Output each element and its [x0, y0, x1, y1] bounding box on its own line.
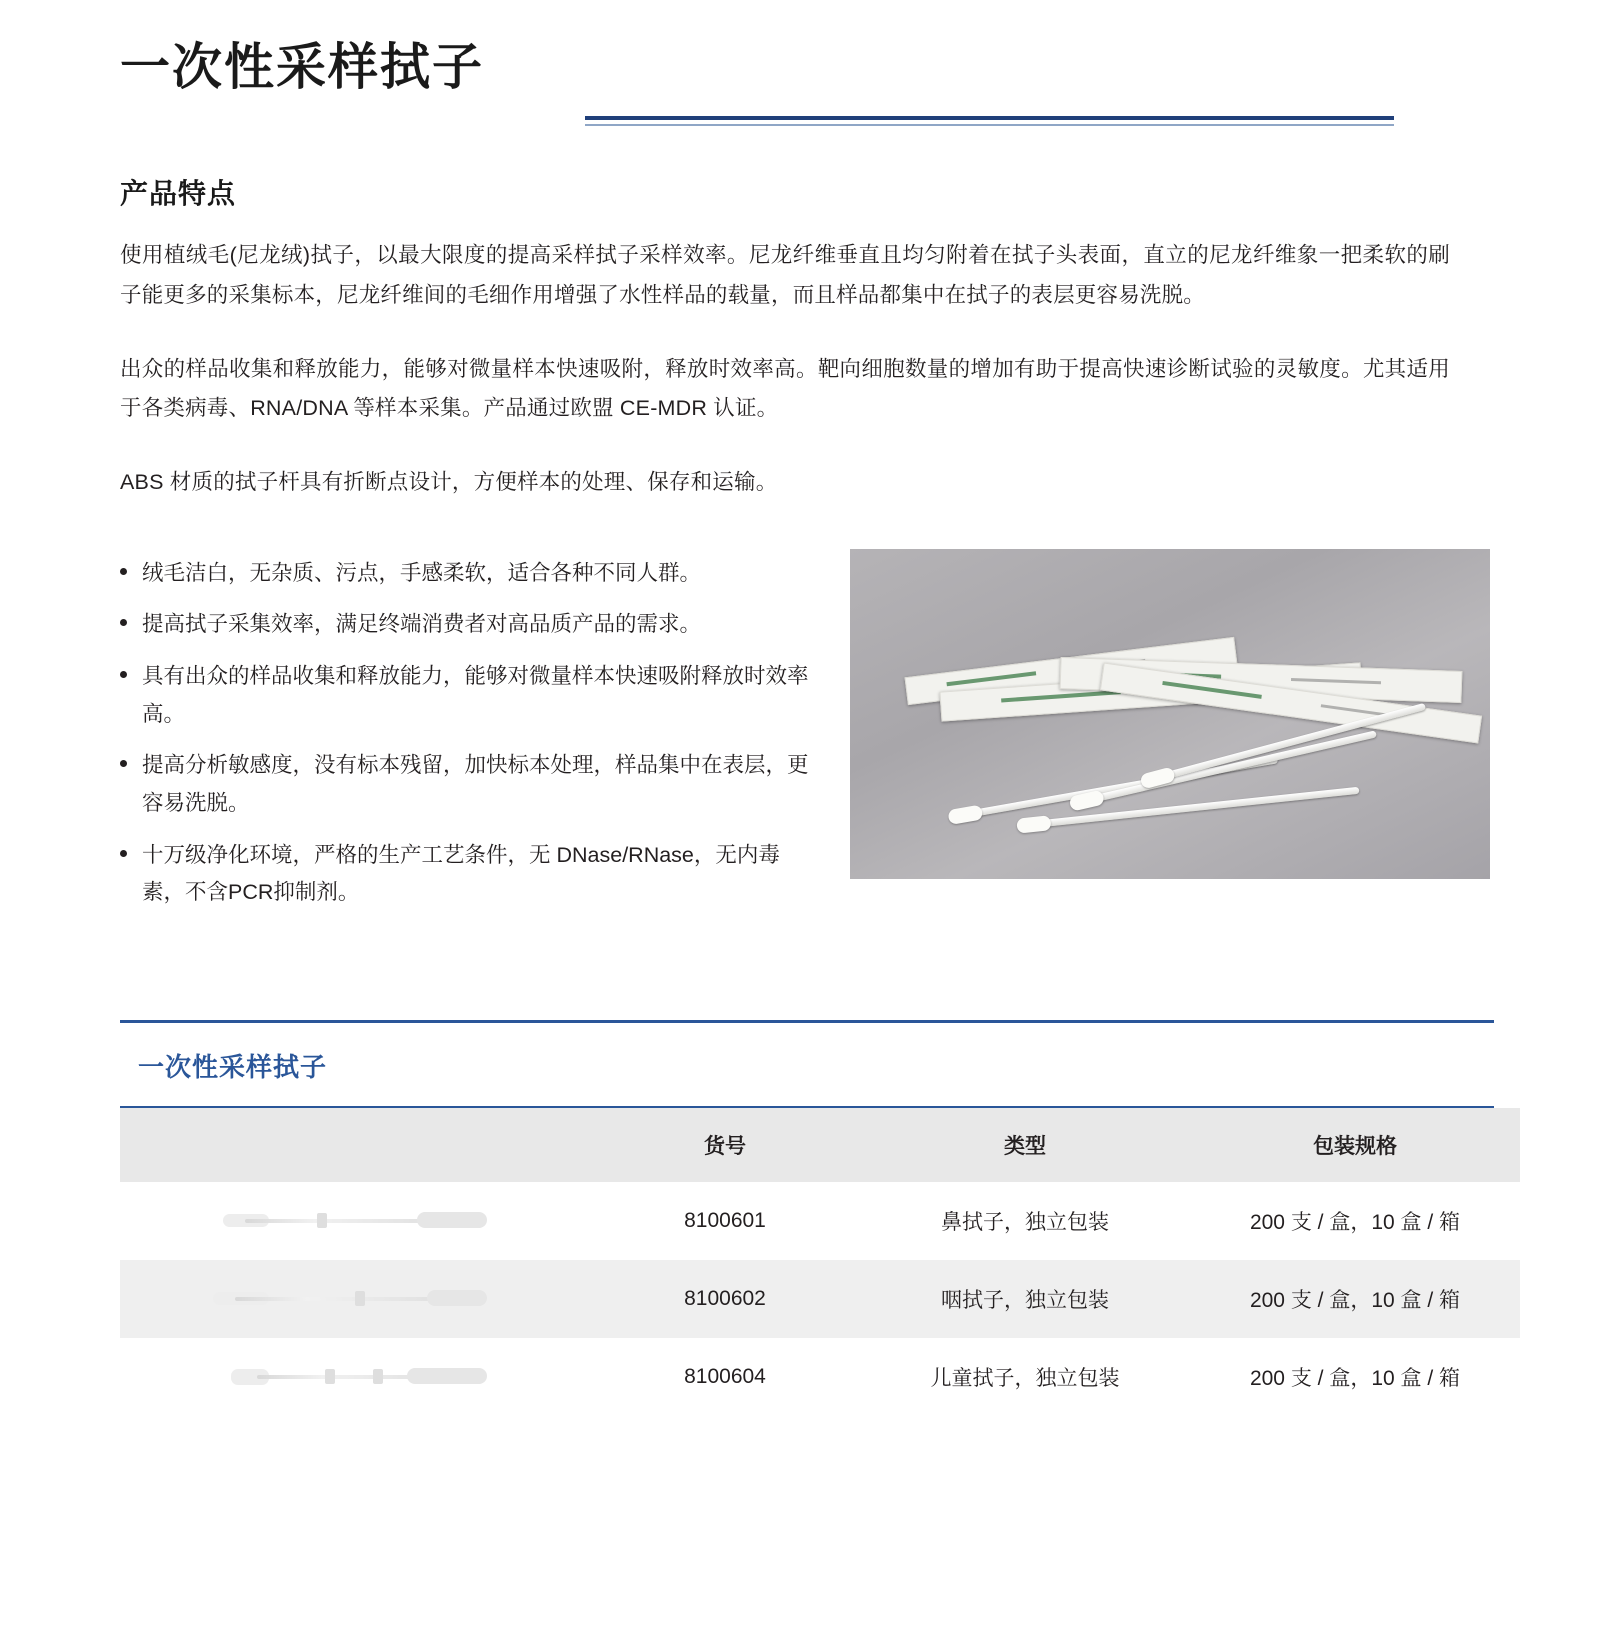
row-packing: 200 支 / 盒，10 盒 / 箱 — [1190, 1338, 1520, 1416]
row-code: 8100601 — [590, 1182, 860, 1260]
column-header-code: 货号 — [590, 1108, 860, 1182]
bullet-dot-icon — [120, 568, 127, 575]
list-item — [120, 606, 810, 644]
features-paragraph-3: ABS 材质的拭子杆具有折断点设计，方便样本的处理、保存和运输。 — [120, 470, 778, 495]
list-item-text: 具有出众的样品收集和释放能力，能够对微量样本快速吸附释放时效率高。 — [142, 664, 809, 726]
swab-illustration — [205, 1360, 505, 1394]
bullet-dot-icon — [120, 850, 127, 857]
features-paragraph-1: 使用植绒毛(尼龙绒)拭子，以最大限度的提高采样拭子采样效率。尼龙纤维垂直且均匀附着在拭子头表面，直立的尼龙纤维象一把柔软的刷子能更多的采集标本，尼龙纤维间的毛细作用增强了水性样品的载量，而且样品都集中在拭子的表层更容易洗脱。 — [120, 243, 1450, 307]
list-item — [120, 837, 810, 912]
row-code: 8100604 — [590, 1338, 860, 1416]
list-item — [120, 555, 810, 593]
features-bullet-list — [120, 549, 810, 926]
row-type: 咽拭子，独立包装 — [860, 1260, 1190, 1338]
table-row — [120, 1182, 1520, 1260]
row-type: 儿童拭子，独立包装 — [860, 1338, 1190, 1416]
bullet-dot-icon — [120, 760, 127, 767]
spec-table — [120, 1108, 1520, 1416]
column-header-image — [120, 1108, 590, 1182]
row-image-cell — [120, 1338, 590, 1416]
list-item-text: 提高分析敏感度，没有标本残留，加快标本处理，样品集中在表层，更容易洗脱。 — [142, 753, 809, 815]
row-packing: 200 支 / 盒，10 盒 / 箱 — [1190, 1260, 1520, 1338]
row-image-cell — [120, 1260, 590, 1338]
row-packing: 200 支 / 盒，10 盒 / 箱 — [1190, 1182, 1520, 1260]
swab-illustration — [205, 1204, 505, 1238]
header-rule-thin — [585, 124, 1394, 126]
table-header-row — [120, 1108, 1520, 1182]
list-item-text: 提高拭子采集效率，满足终端消费者对高品质产品的需求。 — [142, 612, 702, 637]
page-title: 一次性采样拭子 — [120, 39, 484, 95]
bullet-dot-icon — [120, 619, 127, 626]
features-heading: 产品特点 — [120, 178, 237, 209]
column-header-type: 类型 — [860, 1108, 1190, 1182]
list-item — [120, 658, 810, 733]
table-row — [120, 1260, 1520, 1338]
list-item — [120, 747, 810, 822]
header-rule-thick — [585, 116, 1394, 120]
table-row — [120, 1338, 1520, 1416]
page-header — [120, 0, 1494, 126]
row-type: 鼻拭子，独立包装 — [860, 1182, 1190, 1260]
row-code: 8100602 — [590, 1260, 860, 1338]
column-header-packing: 包装规格 — [1190, 1108, 1520, 1182]
list-item-text: 十万级净化环境，严格的生产工艺条件，无 DNase/RNase，无内毒素，不含PCR抑制剂。 — [142, 842, 780, 905]
row-image-cell — [120, 1182, 590, 1260]
spec-table-block — [120, 1020, 1494, 1416]
features-paragraph-2: 出众的样品收集和释放能力，能够对微量样本快速吸附，释放时效率高。靶向细胞数量的增加有助于提高快速诊断试验的灵敏度。尤其适用于各类病毒、RNA/DNA 等样本采集。产品通过欧盟 CE-MDR 认证。 — [120, 356, 1450, 421]
spec-title: 一次性采样拭子 — [138, 1052, 328, 1082]
swab-illustration — [205, 1282, 505, 1316]
features-body — [120, 549, 1494, 926]
product-photo — [850, 549, 1490, 879]
list-item-text: 绒毛洁白，无杂质、污点，手感柔软，适合各种不同人群。 — [142, 560, 702, 585]
bullet-dot-icon — [120, 671, 127, 678]
